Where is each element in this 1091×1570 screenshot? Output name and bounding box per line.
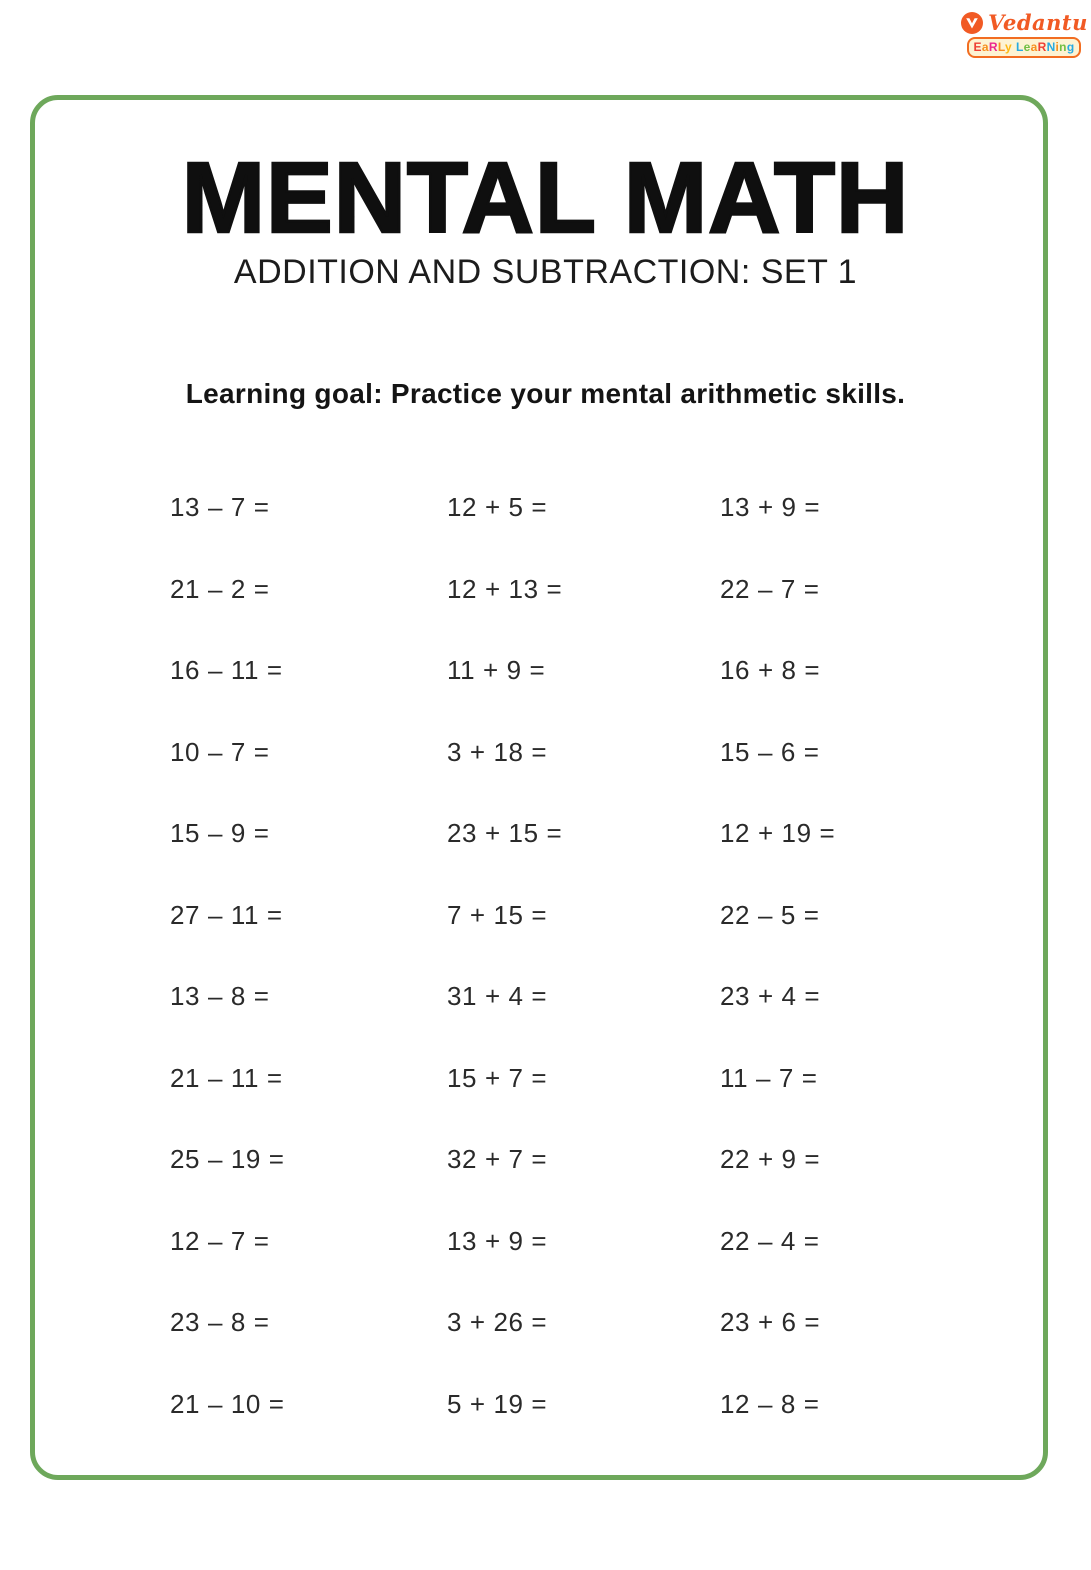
problem-cell: 12 + 13 = [447, 573, 563, 604]
worksheet-title: MENTAL MATH [181, 142, 910, 254]
problem-cell: 13 – 7 = [170, 492, 270, 522]
problem-cell: 13 + 9 = [720, 492, 821, 522]
vedantu-v-icon [960, 11, 984, 35]
problem-cell: 23 + 4 = [720, 981, 821, 1011]
problem-cell: 12 – 7 = [170, 1225, 270, 1256]
logo-brand-row [960, 10, 1088, 35]
problem-cell: 31 + 4 = [447, 981, 548, 1011]
badge-word-early: EaRLy [973, 40, 1012, 54]
problem-cell: 13 + 9 = [447, 1225, 548, 1256]
problem-cell: 3 + 26 = [447, 1307, 548, 1337]
problem-cell: 21 – 2 = [170, 573, 270, 604]
problem-cell: 23 + 6 = [720, 1307, 821, 1337]
problem-cell: 22 – 4 = [720, 1225, 820, 1256]
problem-cell: 22 – 7 = [720, 573, 820, 604]
problem-cell: 21 – 10 = [170, 1388, 285, 1419]
problem-cell: 15 – 6 = [720, 736, 820, 767]
problem-cell: 12 + 5 = [447, 492, 548, 522]
problem-cell: 27 – 11 = [170, 899, 283, 930]
problem-cell: 22 + 9 = [720, 1144, 821, 1174]
learning-goal: Learning goal: Practice your mental arithmetic skills. [185, 378, 906, 409]
early-learning-badge [967, 37, 1082, 58]
problem-cell: 10 – 7 = [170, 736, 270, 767]
problem-cell: 11 – 7 = [720, 1062, 818, 1093]
problem-cell: 13 – 8 = [170, 981, 270, 1011]
problem-cell: 21 – 11 = [170, 1062, 283, 1093]
problem-cell: 32 + 7 = [447, 1144, 548, 1174]
problem-cell: 7 + 15 = [447, 899, 548, 930]
problems-grid [170, 492, 910, 1470]
brand-name: Vedantu [988, 10, 1088, 35]
problem-cell: 12 + 19 = [720, 818, 836, 848]
problem-cell: 23 – 8 = [170, 1307, 270, 1337]
worksheet-subtitle: ADDITION AND SUBTRACTION: SET 1 [233, 253, 858, 291]
problem-cell: 11 + 9 = [447, 655, 546, 685]
problem-cell: 22 – 5 = [720, 899, 820, 930]
problem-cell: 16 – 11 = [170, 655, 283, 685]
problem-cell: 25 – 19 = [170, 1144, 285, 1174]
problem-cell: 15 – 9 = [170, 818, 270, 848]
vedantu-logo [965, 10, 1088, 58]
problem-cell: 3 + 18 = [447, 736, 548, 767]
problem-cell: 12 – 8 = [720, 1388, 820, 1419]
problem-cell: 15 + 7 = [447, 1062, 548, 1093]
problem-cell: 23 + 15 = [447, 818, 563, 848]
problem-cell: 5 + 19 = [447, 1388, 548, 1419]
badge-word-learning: LeaRNing [1015, 40, 1075, 54]
problem-cell: 16 + 8 = [720, 655, 821, 685]
